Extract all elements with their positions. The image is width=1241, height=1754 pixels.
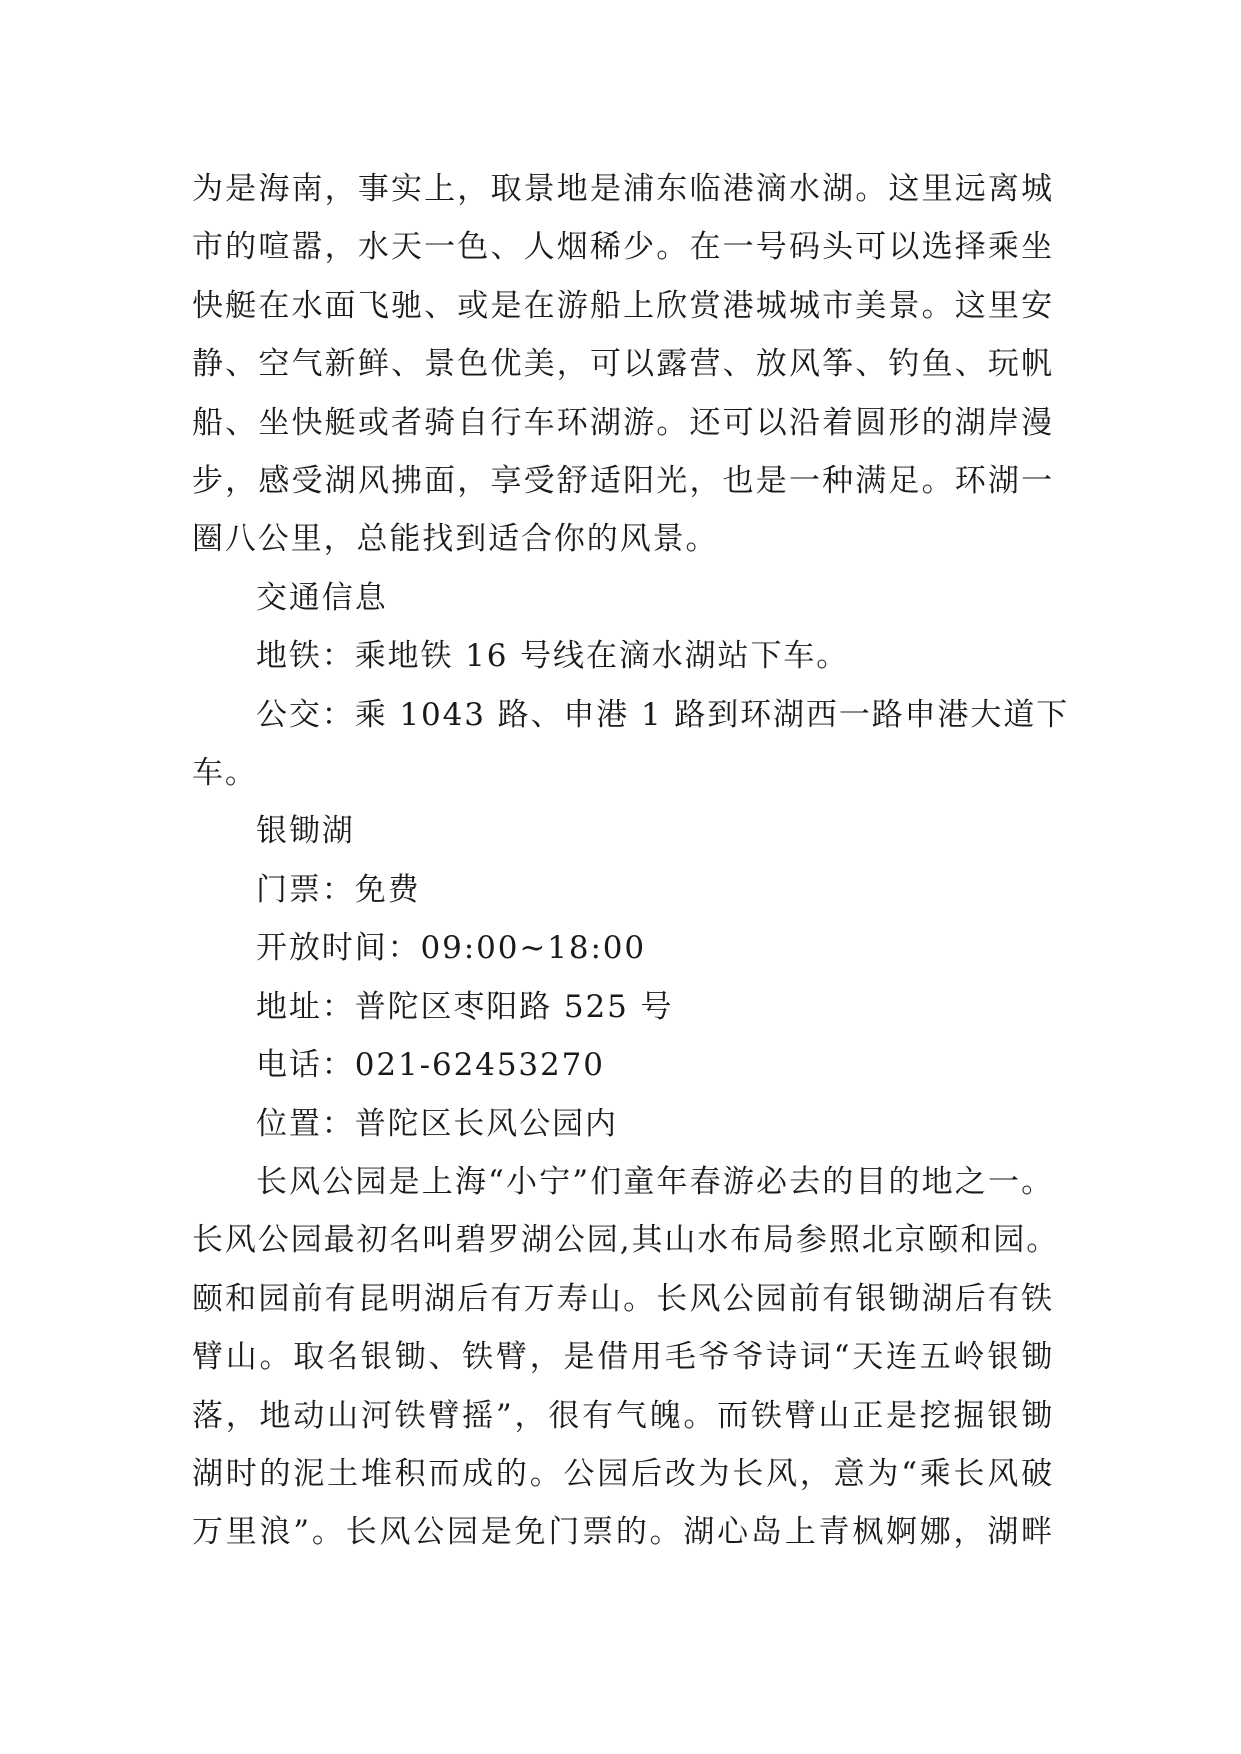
text-line: 万里浪”。长风公园是免门票的。湖心岛上青枫婀娜，湖畔 bbox=[192, 1514, 1054, 1551]
text-line: 静、空气新鲜、景色优美，可以露营、放风筝、钓鱼、玩帆 bbox=[192, 346, 1054, 383]
text-line: 步，感受湖风拂面，享受舒适阳光，也是一种满足。环湖一 bbox=[192, 463, 1054, 500]
heading-yinchu-lake bbox=[192, 802, 1054, 860]
text-line: 交通信息 bbox=[256, 579, 388, 616]
paragraph-changfeng-park-description bbox=[192, 1153, 1060, 1562]
text-line: 船、坐快艇或者骑自行车环湖游。还可以沿着圆形的湖岸漫 bbox=[192, 404, 1054, 441]
paragraph-address bbox=[192, 978, 1054, 1036]
paragraph-dishui-lake-description bbox=[192, 160, 1054, 569]
heading-transport-info bbox=[192, 569, 1054, 627]
text-line: 臂山。取名银锄、铁臂，是借用毛爷爷诗词“天连五岭银锄 bbox=[192, 1339, 1054, 1376]
text-line: 长风公园最初名叫碧罗湖公园,其山水布局参照北京颐和园。 bbox=[192, 1222, 1060, 1259]
paragraph-ticket bbox=[192, 861, 1054, 919]
text-line: 电话：021-62453270 bbox=[256, 1047, 605, 1084]
text-line: 落，地动山河铁臂摇”，很有气魄。而铁臂山正是挖掘银锄 bbox=[192, 1397, 1054, 1434]
text-line: 圈八公里，总能找到适合你的风景。 bbox=[192, 521, 719, 558]
document-body bbox=[192, 160, 1070, 1562]
text-line: 快艇在水面飞驰、或是在游船上欣赏港城城市美景。这里安 bbox=[192, 287, 1054, 324]
paragraph-location bbox=[192, 1095, 1054, 1153]
text-line: 银锄湖 bbox=[256, 813, 355, 850]
text-line: 颐和园前有昆明湖后有万寿山。长风公园前有银锄湖后有铁 bbox=[192, 1280, 1054, 1317]
text-line: 门票：免费 bbox=[256, 871, 421, 908]
text-line: 长风公园是上海“小宁”们童年春游必去的目的地之一。 bbox=[256, 1163, 1054, 1200]
text-line: 车。 bbox=[192, 755, 258, 792]
text-line: 为是海南，事实上，取景地是浦东临港滴水湖。这里远离城 bbox=[192, 171, 1054, 207]
paragraph-metro bbox=[192, 627, 1054, 685]
text-line: 公交：乘 1043 路、申港 1 路到环湖西一路申港大道下 bbox=[256, 696, 1070, 733]
text-line: 位置：普陀区长风公园内 bbox=[256, 1105, 618, 1142]
paragraph-phone bbox=[192, 1036, 1054, 1094]
text-line: 地铁：乘地铁 16 号线在滴水湖站下车。 bbox=[256, 638, 850, 675]
text-line: 地址：普陀区枣阳路 525 号 bbox=[256, 988, 674, 1025]
text-line: 市的喧嚣，水天一色、人烟稀少。在一号码头可以选择乘坐 bbox=[192, 229, 1054, 266]
text-line: 湖时的泥土堆积而成的。公园后改为长风，意为“乘长风破 bbox=[192, 1455, 1054, 1492]
text-line: 开放时间：09:00~18:00 bbox=[256, 930, 647, 967]
paragraph-bus bbox=[192, 686, 1070, 803]
paragraph-opening-hours bbox=[192, 919, 1054, 977]
